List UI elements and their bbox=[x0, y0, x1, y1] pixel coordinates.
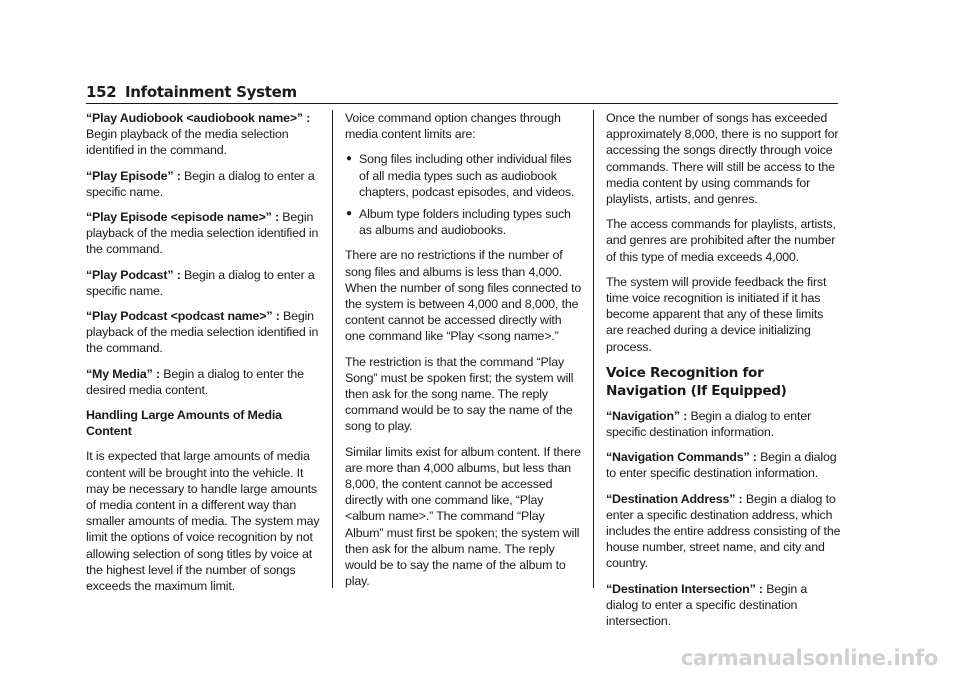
column-3 bbox=[606, 110, 842, 638]
command-term: “Play Episode” : bbox=[86, 168, 181, 183]
command-term: “Play Podcast” : bbox=[86, 267, 181, 282]
command-term: “Navigation” : bbox=[606, 408, 688, 423]
body-paragraph: The system will provide feedback the first time voice recognition is initiated if it has become apparent that any of these limits are reached during a device initializing process. bbox=[606, 274, 827, 354]
list-item-text: Song files including other individual files of all media types such as audiobook chapters, podcast episodes, and videos. bbox=[359, 152, 575, 199]
column-2 bbox=[345, 110, 583, 598]
subheading: Handling Large Amounts of Media Content bbox=[86, 408, 282, 439]
command-entry bbox=[86, 110, 322, 159]
command-description: Begin playback of the media selection identified in the command. bbox=[86, 309, 319, 356]
command-entry bbox=[606, 408, 842, 440]
body-paragraph: Similar limits exist for album content. If there are more than 4,000 albums, but less than 8,000, the content cannot be accessed directly with one command like, “Play <album name>.” The command “Play Album” must first be spoken; the system will then ask for the album name. The reply would be to say the name of the album to play. bbox=[345, 444, 581, 589]
page-number: 152 bbox=[86, 83, 117, 101]
command-description: Begin a dialog to enter a specific name. bbox=[86, 267, 315, 298]
command-term: “My Media” : bbox=[86, 366, 160, 381]
command-description: Begin a dialog to enter specific destination information. bbox=[606, 408, 812, 440]
command-entry bbox=[86, 308, 322, 357]
body-paragraph: There are no restrictions if the number of song files and albums is less than 4,000. When the number of song files connected to the system is between 4,000 and 8,000, the content cannot be accessed directly with one command like “Play <song name>.” bbox=[345, 248, 582, 344]
body-paragraph: It is expected that large amounts of media content will be brought into the vehicle. It may be necessary to handle large amounts of media content in a different way than smaller amounts of media. The system may limit the options of voice recognition by not allowing selection of song titles by voice at the highest level if the number of songs exceeds the maximum limit. bbox=[86, 449, 320, 594]
column-divider-2 bbox=[593, 110, 594, 588]
command-description: Begin playback of the media selection identified in the command. bbox=[86, 127, 289, 158]
command-entry bbox=[86, 168, 322, 200]
command-description: Begin a dialog to enter a specific destination intersection. bbox=[606, 581, 808, 629]
list-item-text: Album type folders including types such as albums and audiobooks. bbox=[359, 207, 571, 238]
watermark: carmanualsonline.info bbox=[680, 646, 938, 670]
column-divider-1 bbox=[332, 110, 333, 588]
body-paragraph: The access commands for playlists, artists, and genres are prohibited after the number of this type of media exceeds 4,000. bbox=[606, 217, 836, 264]
command-term: “Play Episode <episode name>” : bbox=[86, 210, 279, 225]
command-entry bbox=[606, 581, 842, 630]
section-title: Infotainment System bbox=[125, 83, 297, 101]
command-entry bbox=[86, 267, 322, 299]
command-term: “Navigation Commands” : bbox=[606, 450, 757, 465]
bullet-icon: ● bbox=[346, 153, 352, 165]
list-item bbox=[345, 206, 583, 238]
command-entry bbox=[86, 209, 322, 258]
bullet-list bbox=[345, 151, 583, 238]
column-1 bbox=[86, 110, 322, 603]
command-description: Begin a dialog to enter a specific destination address, which includes the entire address consisting of the house number, street name, and city and country. bbox=[606, 491, 841, 571]
section-heading: Voice Recognition for Navigation (If Equipped) bbox=[606, 364, 787, 399]
command-term: “Destination Address” : bbox=[606, 491, 743, 506]
command-term: “Play Podcast <podcast name>” : bbox=[86, 309, 280, 324]
command-term: “Destination Intersection” : bbox=[606, 581, 763, 596]
page-header bbox=[86, 83, 838, 104]
command-term: “Play Audiobook <audiobook name>” : bbox=[86, 111, 311, 125]
command-description: Begin a dialog to enter a specific name. bbox=[86, 168, 315, 199]
command-description: Begin playback of the media selection identified in the command. bbox=[86, 210, 319, 257]
command-entry bbox=[606, 449, 842, 481]
body-paragraph: Once the number of songs has exceeded approximately 8,000, there is no support for accessing the songs directly through voice commands. There will still be access to the media content by using commands for playlists, artists, and genres. bbox=[606, 111, 839, 207]
bullet-icon: ● bbox=[346, 208, 352, 220]
command-entry bbox=[606, 491, 842, 572]
intro-paragraph: Voice command option changes through media content limits are: bbox=[345, 111, 561, 142]
command-entry bbox=[86, 366, 322, 398]
list-item bbox=[345, 151, 583, 200]
body-paragraph: The restriction is that the command “Play Song” must be spoken first; the system will then ask for the song name. The reply command would be to say the name of the song to play. bbox=[345, 354, 574, 434]
command-description: Begin a dialog to enter specific destination information. bbox=[606, 450, 837, 481]
command-description: Begin a dialog to enter the desired media content. bbox=[86, 366, 304, 397]
